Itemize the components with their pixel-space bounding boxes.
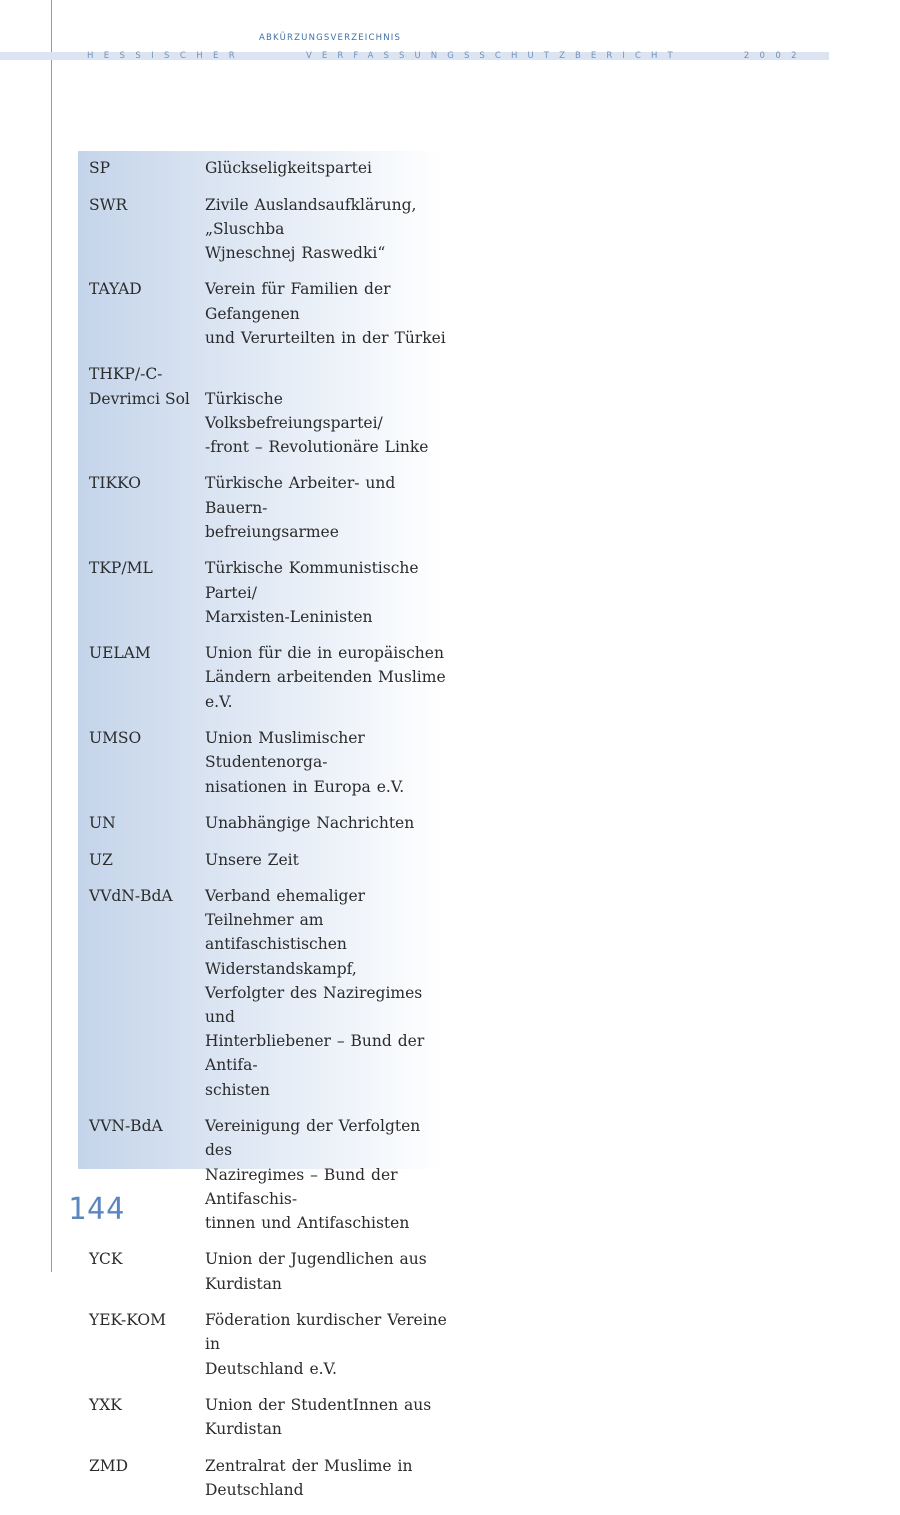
page-number: 144 (68, 1192, 126, 1227)
abbreviation-definition: Verein für Familien der Gefangenen und Verurteilten in der Türkei (205, 280, 446, 347)
margin-rule (51, 0, 52, 1272)
abbreviation-entry (89, 556, 449, 629)
abbreviation-definition: Vereinigung der Verfolgten des Naziregimes – Bund der Antifaschis- tinnen und Antifaschisten (205, 1117, 421, 1232)
abbreviation-definition: Unabhängige Nachrichten (205, 814, 415, 833)
abbreviation-entry (89, 156, 449, 180)
abbreviation-definition: Union Muslimischer Studentenorga- nisationen in Europa e.V. (205, 729, 405, 796)
abbreviation-definition: Glückseligkeitspartei (205, 159, 372, 177)
abbreviation-term: UELAM (89, 644, 151, 663)
abbreviation-definition: Union für die in europäischen Ländern arbeitenden Muslime e.V. (205, 644, 446, 711)
abbreviation-definition: Föderation kurdischer Vereine in Deutschland e.V. (205, 1311, 447, 1378)
abbreviation-entry (89, 1454, 449, 1502)
abbreviation-definition: Union der StudentInnen aus Kurdistan (205, 1396, 432, 1439)
abbreviation-definition: Türkische Kommunistische Partei/ Marxisten-Leninisten (205, 559, 419, 626)
abbreviation-entry (89, 641, 449, 714)
abbreviation-term: VVdN-BdA (89, 887, 173, 906)
abbreviation-term: THKP/-C- Devrimci Sol (89, 365, 190, 408)
abbreviation-term: SWR (89, 195, 128, 214)
abbreviation-definition: Türkische Arbeiter- und Bauern- befreiungsarmee (205, 474, 396, 541)
abbreviation-term: YXK (89, 1396, 122, 1415)
abbreviation-term: YCK (89, 1250, 123, 1269)
abbreviation-term: UZ (89, 850, 113, 869)
abbreviation-entry (89, 884, 449, 1102)
abbreviation-definition: Union der Jugendlichen aus Kurdistan (205, 1250, 427, 1293)
abbreviation-entry (89, 811, 449, 835)
abbreviation-term: VVN-BdA (89, 1117, 163, 1136)
abbreviation-definition: Verband ehemaliger Teilnehmer am antifaschistischen Widerstandskampf, Verfolgter des Naziregimes und Hinterbliebener – Bund der Antifa- schisten (205, 887, 425, 1099)
abbreviation-term: ZMD (89, 1456, 129, 1475)
abbreviation-term: SP (89, 159, 111, 177)
running-header-year: 2002 (743, 51, 807, 61)
abbreviation-definition: Türkische Volksbefreiungspartei/ -front – Revolutionäre Linke (205, 389, 429, 456)
section-title: ABKÜRZUNGSVERZEICHNIS (259, 33, 402, 43)
abbreviation-entry (89, 726, 449, 799)
abbreviation-entry (89, 471, 449, 544)
abbreviation-term: TIKKO (89, 474, 141, 493)
abbreviation-list (89, 156, 449, 1515)
abbreviation-term: TAYAD (89, 280, 142, 299)
abbreviation-entry (89, 848, 449, 872)
abbreviation-entry (89, 1393, 449, 1441)
abbreviation-entry (89, 193, 449, 266)
abbreviation-definition: Unsere Zeit (205, 850, 299, 869)
abbreviation-entry (89, 1114, 449, 1235)
abbreviation-term: TKP/ML (89, 559, 153, 578)
abbreviation-entry (89, 362, 449, 459)
abbreviation-entry (89, 1308, 449, 1381)
abbreviation-term: YEK-KOM (89, 1311, 166, 1330)
running-header-report: VERFASSUNGSSCHUTZBERICHT (305, 51, 683, 61)
abbreviation-entry (89, 277, 449, 350)
running-header-publisher: HESSISCHER (87, 51, 246, 61)
abbreviation-term: UN (89, 814, 116, 833)
running-header (87, 50, 807, 62)
abbreviation-definition: Zivile Auslandsaufklärung, „Sluschba Wjneschnej Raswedki“ (205, 195, 417, 262)
abbreviation-term: UMSO (89, 729, 142, 748)
abbreviation-definition: Zentralrat der Muslime in Deutschland (205, 1456, 413, 1499)
